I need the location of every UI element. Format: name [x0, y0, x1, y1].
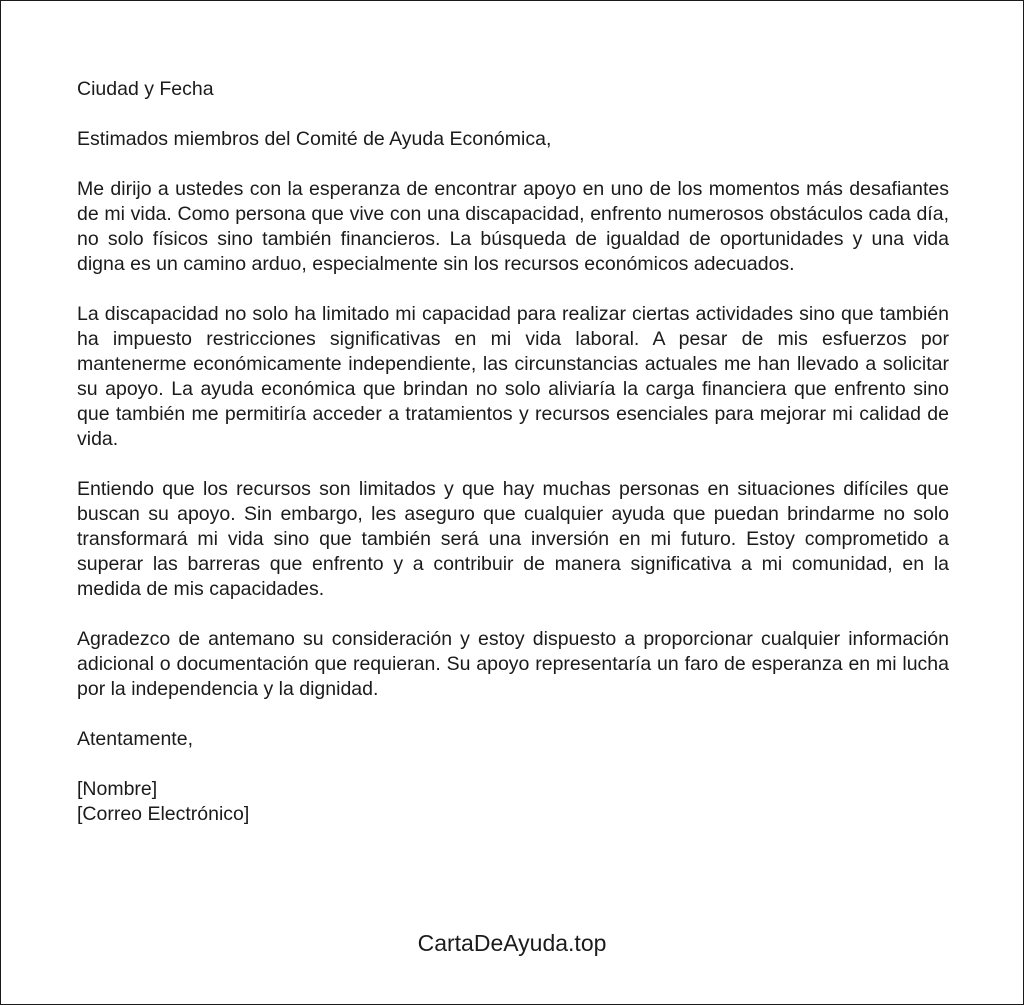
- paragraph-4: Agradezco de antemano su consideración y estoy dispuesto a proporcionar cualquier información adicional o documentación que requieran. Su apoyo representaría un faro de esperanza en mi lucha por la independencia y la dignidad.: [77, 628, 949, 700]
- spacer: [77, 602, 949, 627]
- spacer: [77, 152, 949, 177]
- spacer: [77, 102, 949, 127]
- greeting: Estimados miembros del Comité de Ayuda Económica,: [77, 128, 552, 150]
- site-footer: CartaDeAyuda.top: [417, 930, 607, 956]
- letter-body: [77, 77, 949, 827]
- spacer: [77, 452, 949, 477]
- city-date: Ciudad y Fecha: [77, 78, 214, 100]
- email-placeholder: [Correo Electrónico]: [77, 803, 250, 825]
- paragraph-2: La discapacidad no solo ha limitado mi capacidad para realizar ciertas actividades sino que también ha impuesto restricciones significativas en mi vida laboral. A pesar de mis esfuerzos por mantenerme económicamente independiente, las circunstancias actuales me han llevado a solicitar su apoyo. La ayuda económica que brindan no solo aliviaría la carga financiera que enfrento sino que también me permitiría acceder a tratamientos y recursos esenciales para mejorar mi calidad de vida.: [77, 303, 949, 450]
- spacer: [77, 752, 949, 777]
- closing: Atentamente,: [77, 728, 193, 750]
- spacer: [77, 277, 949, 302]
- paragraph-1: Me dirijo a ustedes con la esperanza de encontrar apoyo en uno de los momentos más desafiantes de mi vida. Como persona que vive con una discapacidad, enfrento numerosos obstáculos cada día, no solo físicos sino también financieros. La búsqueda de igualdad de oportunidades y una vida digna es un camino arduo, especialmente sin los recursos económicos adecuados.: [77, 178, 949, 275]
- name-placeholder: [Nombre]: [77, 778, 158, 800]
- spacer: [77, 702, 949, 727]
- paragraph-3: Entiendo que los recursos son limitados y que hay muchas personas en situaciones difíciles que buscan su apoyo. Sin embargo, les aseguro que cualquier ayuda que puedan brindarme no solo transformará mi vida sino que también será una inversión en mi futuro. Estoy comprometido a superar las barreras que enfrento y a contribuir de manera significativa a mi comunidad, en la medida de mis capacidades.: [77, 478, 949, 600]
